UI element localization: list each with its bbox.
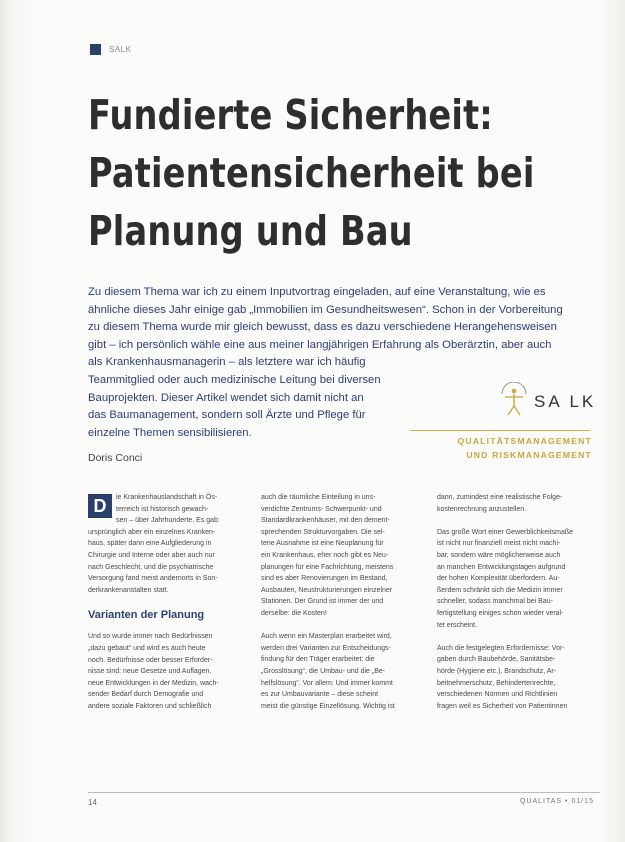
body-line: sind es aber Renovierungen im Bestand, bbox=[261, 575, 388, 583]
body-line: sender Bedarf durch Demografie und bbox=[88, 691, 204, 699]
body-line: dann, zumindest eine realistische Folge- bbox=[437, 494, 563, 501]
body-line: fertigstellung einiges schon wieder veral- bbox=[437, 609, 564, 617]
text-column-2 bbox=[261, 492, 431, 712]
lead-line: das Baumanagement, sondern soll Ärzte und Pflege für bbox=[88, 409, 366, 422]
section-tag bbox=[90, 44, 131, 55]
body-line: Stationen. Der Grund ist immer der und bbox=[261, 598, 384, 606]
text-column-3 bbox=[437, 492, 607, 712]
body-line: meist die günstige Einzellösung. Wichtig ist bbox=[261, 702, 395, 710]
drop-cap: D bbox=[88, 494, 112, 518]
logo-name: SA LK bbox=[534, 392, 597, 411]
body-line: ein Krankenhaus, eher noch gibt es Neu- bbox=[261, 551, 389, 559]
body-line: Versorgung fand meist andernorts in Son- bbox=[88, 575, 218, 583]
body-line: nach Geschlecht, und die psychiatrische bbox=[88, 563, 214, 571]
body-line: planungen für eine Fachrichtung, meistens bbox=[261, 563, 394, 571]
section-marker bbox=[90, 44, 101, 55]
body-line: es zur Umbauvariante – diese scheint bbox=[261, 691, 379, 699]
body-line: kostenrechnung anzustellen. bbox=[437, 505, 527, 513]
body-line: auch die räumliche Einteilung in uns- bbox=[261, 494, 376, 501]
vitruvian-figure-icon bbox=[498, 382, 530, 418]
section-label: SALK bbox=[109, 45, 132, 54]
body-line: ist nicht nur finanziell meist nicht machi- bbox=[437, 540, 561, 548]
lead-line: einzelne Themen sensibilisieren. bbox=[88, 426, 252, 439]
body-line: nisse sind: neue Gesetze und Auflagen, bbox=[88, 668, 212, 676]
body-line: verdichte Zentrums- Schwerpunkt- und bbox=[261, 505, 382, 513]
body-line: derkrankenanstalten statt. bbox=[88, 586, 169, 594]
lead-line: Zu diesem Thema war ich zu einem Inputvortrag eingeladen, auf eine Veranstaltung, wie es bbox=[88, 286, 546, 298]
body-line: findung für den Träger erarbeitet: die bbox=[261, 656, 375, 664]
page-number: 14 bbox=[88, 798, 97, 807]
body-line: hörde (Hygiene etc.), Brandschutz, Ar- bbox=[437, 667, 557, 675]
body-line: tene Ausnahme ist eine Neuplanung für bbox=[261, 540, 384, 548]
body-line: bar, sondern wäre möglicherweise auch bbox=[437, 551, 561, 559]
body-line: verschiedenen Normen und Richtlinien bbox=[437, 691, 558, 699]
body-line: haus, später dann eine Aufgliederung in bbox=[88, 540, 212, 548]
body-line: werden drei Varianten zur Entscheidungs- bbox=[261, 644, 391, 652]
body-line: ursprünglich aber ein einzelnes Kranken- bbox=[88, 528, 216, 536]
logo-subtitle: UND RISKMANAGEMENT bbox=[466, 450, 592, 460]
body-line: sen – über Jahrhunderte. Es gab bbox=[116, 517, 218, 525]
author-name: Doris Conci bbox=[88, 452, 143, 464]
body-line: derselbe: die Kosten! bbox=[261, 609, 327, 617]
body-line: sprechenden Strukturvorgaben. Die sel- bbox=[261, 528, 385, 536]
body-line: terreich ist historisch gewach- bbox=[116, 505, 209, 513]
magazine-issue: QUALITAS • 01/15 bbox=[520, 798, 594, 805]
lead-line: Teammitglied oder auch medizinische Leitung bei diversen bbox=[88, 373, 381, 386]
body-line: ßerdem schränkt sich die Medizin immer bbox=[437, 586, 563, 594]
body-line: Und so wurde immer nach Bedürfnissen bbox=[88, 633, 213, 641]
body-line: Standardkrankenhäuser, mit den dement- bbox=[261, 517, 390, 525]
logo-divider bbox=[410, 430, 590, 431]
body-line: an manchen Entwicklungstagen aufgrund bbox=[437, 563, 566, 571]
headline-line: Planung und Bau bbox=[88, 207, 413, 255]
section-subheading: Varianten der Planung bbox=[88, 609, 205, 622]
body-line: ie Krankenhauslandschaft in Ös- bbox=[116, 494, 218, 501]
lead-line: zu diesem Thema wurde mir gleich bewusst, dass es dazu verschiedene Herangehensweisen bbox=[88, 321, 557, 334]
body-line: helfslösung“. Vor allem: Und immer kommt bbox=[261, 679, 393, 687]
body-line: Auch wenn ein Masterplan erarbeitet wird, bbox=[261, 633, 392, 641]
body-line: schneller, sodass manchmal bei Bau- bbox=[437, 598, 553, 606]
body-line: beitnehmerschutz, Behindertenrechte, bbox=[437, 679, 556, 687]
lead-line: gibt – ich persönlich wähle eine aus meiner langjährigen Erfahrung als Oberärztin, aber auch bbox=[88, 338, 552, 351]
body-line: Ausbauten, Neustrukturierungen einzelner bbox=[261, 586, 393, 594]
body-line: fragen weil es Sicherheit von Patientinnen bbox=[437, 702, 568, 710]
salk-logo bbox=[410, 378, 600, 470]
body-line: der hohen Komplexität überfordern. Au- bbox=[437, 575, 560, 583]
body-line: „Grosslösung“, die Umbau- und die „Be- bbox=[261, 667, 386, 675]
body-line: neue Entwicklungen in der Medizin, wach- bbox=[88, 679, 219, 687]
headline-line: Fundierte Sicherheit: bbox=[88, 91, 493, 139]
body-line: gaben durch Baubehörde, Sanitätsbe- bbox=[437, 656, 556, 664]
article-headline bbox=[88, 86, 588, 260]
lead-line: ähnliche dieses Jahr einige gab „Immobilien im Gesundheitswesen“. Schon in der Vorbereitung bbox=[88, 303, 563, 316]
text-column-1 bbox=[88, 492, 258, 713]
footer-divider bbox=[88, 792, 600, 793]
body-line: Auch die festgelegten Erfordernisse: Vor- bbox=[437, 644, 565, 652]
logo-subtitle: QUALITÄTSMANAGEMENT bbox=[457, 436, 592, 446]
body-line: tet erscheint. bbox=[437, 621, 478, 629]
lead-line: als Krankenhausmanagerin – als letztere war ich häufig bbox=[88, 356, 366, 369]
body-line: Chirurgie und Interne oder aber auch nur bbox=[88, 551, 215, 559]
body-line: noch. Bedürfnisse oder besser Erforder- bbox=[88, 656, 213, 664]
body-line: andere soziale Faktoren und schließlich bbox=[88, 702, 212, 710]
headline-line: Patientensicherheit bei bbox=[88, 149, 535, 197]
lead-line: Bauprojekten. Dieser Artikel wendet sich damit nicht an bbox=[88, 391, 364, 404]
body-line: Das große Wort einer Gewerblichkeitsmaße bbox=[437, 528, 574, 536]
body-line: „dazu gebaut“ und wird es auch heute bbox=[88, 644, 206, 652]
